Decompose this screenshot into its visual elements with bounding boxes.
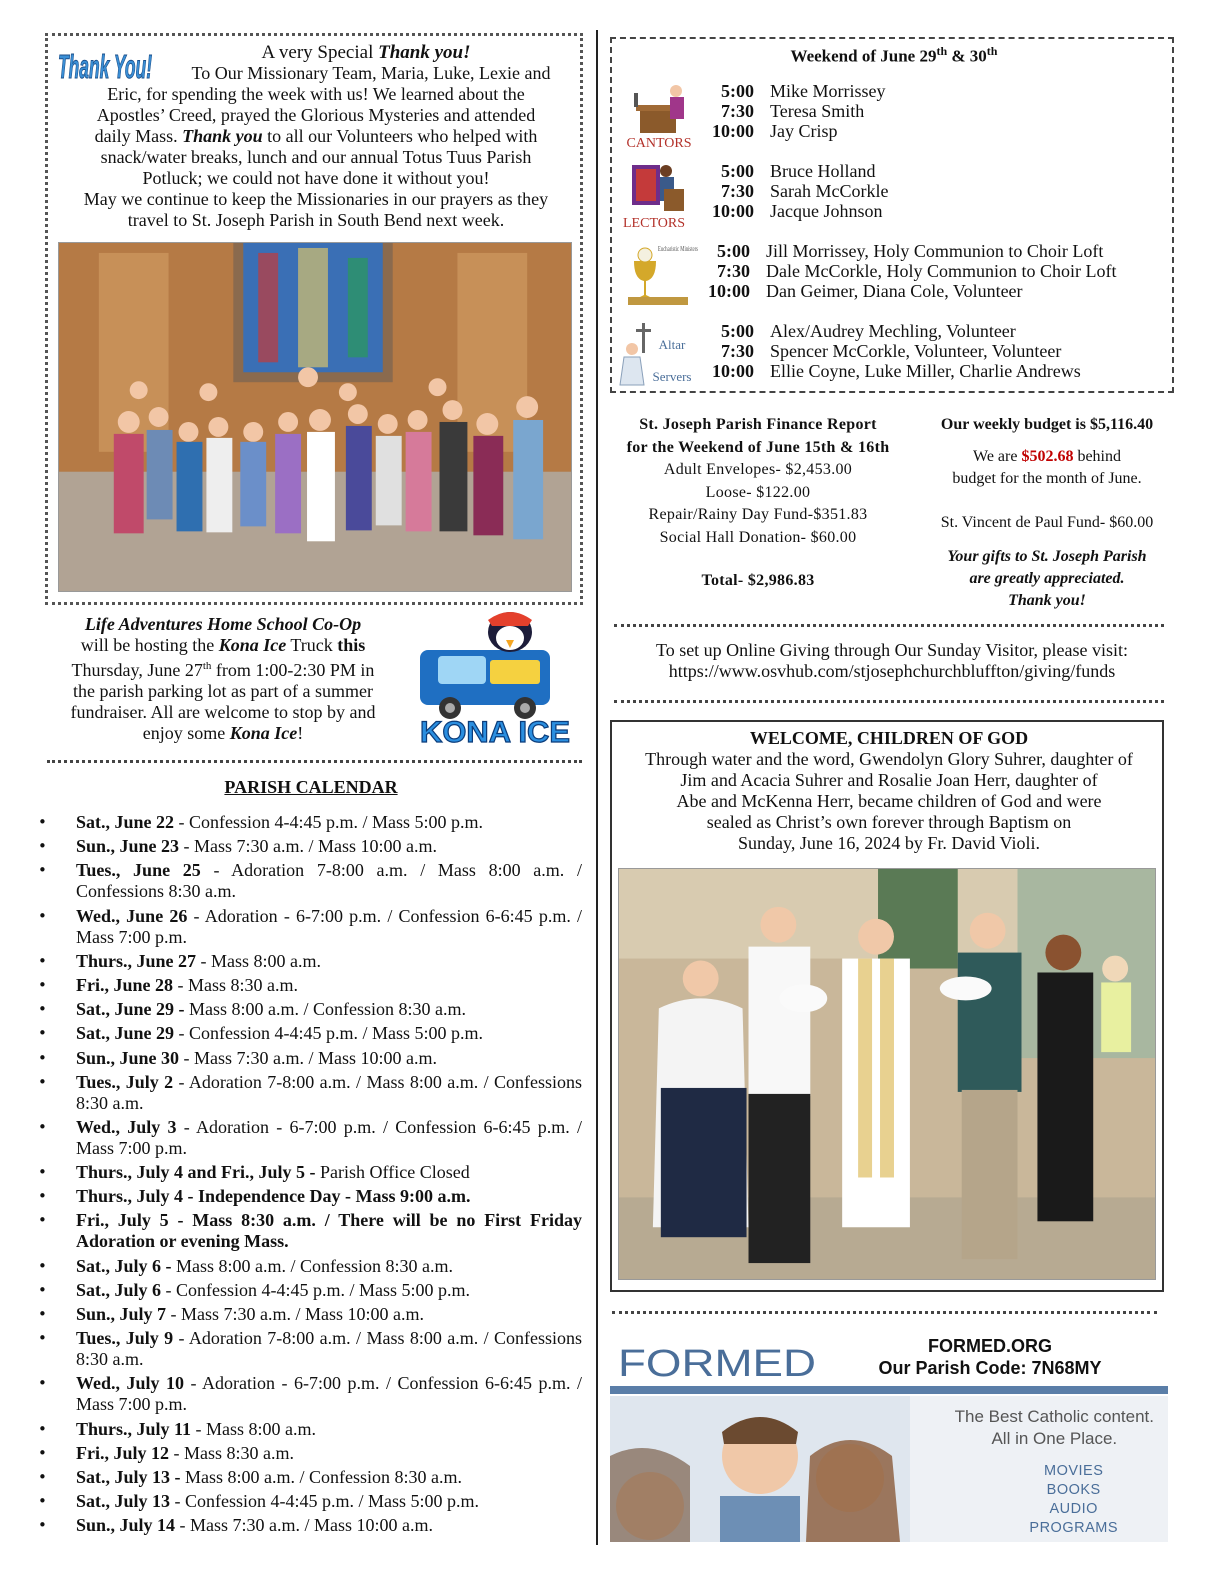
welcome-message xyxy=(612,728,1166,854)
minister-row: 5:00 Alex/Audrey Mechling, Volunteer xyxy=(721,321,1016,341)
calendar-item-text: - Mass 7:30 a.m. / Mass 10:00 a.m. xyxy=(166,1304,425,1324)
calendar-item-date: Sat., June 29 - xyxy=(76,999,185,1020)
svdp-fund: St. Vincent de Paul Fund- $60.00 xyxy=(940,514,1154,531)
calendar-item-text: - Adoration 7-8:00 a.m. / Mass 8:00 a.m. / Confessions 8:30 a.m. xyxy=(76,1328,582,1370)
ministers-schedule xyxy=(610,37,1174,393)
calendar-item-date: Wed., July 10 xyxy=(76,1373,185,1394)
svg-text:FORMED: FORMED xyxy=(618,1343,816,1385)
kona-notice-line: enjoy some Kona Ice! xyxy=(142,723,304,743)
calendar-item-text: - Mass 7:30 a.m. / Mass 10:00 a.m. xyxy=(175,1515,434,1536)
minister-row: 7:30 Sarah McCorkle xyxy=(721,181,889,201)
calendar-item-text: - Adoration 7-8:00 a.m. / Mass 8:00 a.m. / Confessions 8:30 a.m. xyxy=(76,860,582,902)
formed-site[interactable]: FORMED.ORG xyxy=(928,1336,1052,1356)
calendar-item-date: Sat., June 22 xyxy=(76,812,175,832)
calendar-item xyxy=(36,812,582,833)
cantors-group xyxy=(612,79,1176,151)
minister-row: 7:30 Spencer McCorkle, Volunteer, Volunteer xyxy=(721,341,1062,361)
calendar-item-date: Thurs., June 27 xyxy=(76,950,197,971)
thank-you-line: travel to St. Joseph Parish in South Bend next week. xyxy=(127,210,505,230)
eucharistic-ministers-group xyxy=(612,239,1176,311)
calendar-item-date: Sun., June 23 xyxy=(76,836,180,857)
cantors-icon xyxy=(618,79,700,151)
formed-menu-books[interactable]: BOOKS xyxy=(1046,1482,1101,1498)
parish-calendar-list xyxy=(36,812,582,1540)
section-divider xyxy=(612,1311,1157,1314)
calendar-item-text: Mass 8:00 a.m. / Confession 8:30 a.m. xyxy=(180,1466,463,1487)
parish-calendar-title: PARISH CALENDAR xyxy=(224,777,398,797)
column-divider xyxy=(596,30,598,1545)
thank-you-line: To Our Missionary Team, Maria, Luke, Lexie and xyxy=(191,63,551,83)
thank-you-line: Eric, for spending the week with us! We learned about the xyxy=(107,84,525,104)
welcome-children-box xyxy=(610,720,1164,1292)
finance-report-title: St. Joseph Parish Finance Report xyxy=(639,416,877,433)
kona-notice-line: will be hosting the Kona Ice Truck this xyxy=(80,635,366,655)
calendar-item-date: Tues., July 2 xyxy=(76,1071,174,1092)
calendar-item xyxy=(36,1467,582,1488)
lectors-rows xyxy=(698,161,888,221)
finance-report xyxy=(608,414,908,592)
thank-you-box xyxy=(45,33,583,605)
minister-row: 10:00 Jacque Johnson xyxy=(712,201,883,221)
calendar-item xyxy=(36,906,582,948)
budget-status: We are $502.68 behind xyxy=(973,448,1121,465)
ministers-schedule-title: Weekend of June 29th & 30th xyxy=(790,44,998,66)
formed-menu-audio[interactable]: AUDIO xyxy=(1049,1501,1098,1517)
calendar-item-text: - Adoration 7-8:00 a.m. / Mass 8:00 a.m. / Confessions 8:30 a.m. xyxy=(76,1071,582,1113)
kona-ice-truck-logo xyxy=(410,610,580,750)
minister-row: 5:00 Bruce Holland xyxy=(721,161,876,181)
online-giving-text: To set up Online Giving through Our Sunday Visitor, please visit: xyxy=(655,640,1129,660)
kona-notice-line: Thursday, June 27th from 1:00-2:30 PM in xyxy=(71,660,375,680)
svg-text:LECTORS: LECTORS xyxy=(623,216,685,231)
calendar-item-date: Thurs., July 4 and Fri., July 5 - xyxy=(76,1162,316,1183)
altar-servers-icon xyxy=(618,319,700,391)
calendar-item-date: Thurs., July 11 xyxy=(76,1418,192,1439)
calendar-item xyxy=(36,836,582,857)
calendar-item-text: - Adoration - 6-7:00 p.m. / Confession 6-6:45 p.m. / Mass 7:00 p.m. xyxy=(76,1116,582,1158)
calendar-item xyxy=(36,1491,582,1512)
thank-you-line: Potluck; we could not have done it without you! xyxy=(142,168,490,188)
servers-label: Servers xyxy=(652,369,692,384)
online-giving-link[interactable]: https://www.osvhub.com/stjosephchurchbluffton/giving/funds xyxy=(668,661,1116,681)
calendar-item-date: Sun., July 14 xyxy=(76,1515,176,1536)
calendar-item-text: - Mass 7:30 a.m. / Mass 10:00 a.m. xyxy=(179,1047,438,1068)
thank-you-line: Apostles’ Creed, prayed the Glorious Mysteries and attended xyxy=(96,105,536,125)
formed-logo xyxy=(618,1340,818,1384)
calendar-item xyxy=(36,1186,582,1207)
calendar-item-date: Wed., June 26 xyxy=(76,905,188,926)
minister-row: 7:30 Dale McCorkle, Holy Communion to Choir Loft xyxy=(717,261,1117,281)
calendar-item-text: - Adoration - 6-7:00 p.m. / Confession 6-6:45 p.m. / Mass 7:00 p.m. xyxy=(76,1373,582,1415)
minister-row: 10:00 Ellie Coyne, Luke Miller, Charlie Andrews xyxy=(712,361,1081,381)
calendar-item-date: Tues., June 25 xyxy=(76,860,201,881)
formed-parish-code xyxy=(850,1335,1130,1379)
lectors-group xyxy=(612,159,1176,231)
calendar-item-date: Fri., July 5 - Mass 8:30 a.m. / There will be no First Friday Adoration or evening Mass. xyxy=(76,1210,582,1252)
calendar-item xyxy=(36,1210,582,1252)
formed-menu-movies[interactable]: MOVIES xyxy=(1044,1463,1104,1479)
budget-status-line: budget for the month of June. xyxy=(952,470,1142,487)
welcome-line: Jim and Acacia Suhrer and Rosalie Joan Herr, daughter of xyxy=(680,770,1098,790)
chalice-icon xyxy=(618,239,700,311)
calendar-item xyxy=(36,860,582,902)
calendar-item-date: Fri., July 12 xyxy=(76,1442,169,1463)
calendar-item-date: Sat., July 6 - xyxy=(76,1255,172,1276)
kona-ice-notice xyxy=(48,614,398,744)
calendar-item xyxy=(36,1072,582,1114)
calendar-item xyxy=(36,951,582,972)
calendar-item xyxy=(36,1117,582,1159)
calendar-item xyxy=(36,1304,582,1325)
calendar-item xyxy=(36,999,582,1020)
section-divider xyxy=(47,760,582,763)
calendar-item-date: Sat., July 13 - xyxy=(76,1466,181,1487)
thank-you-line: daily Mass. Thank you to all our Volunteers who helped with xyxy=(94,126,538,146)
formed-menu xyxy=(1029,1462,1118,1538)
calendar-item-text: - Mass 7:30 a.m. / Mass 10:00 a.m. xyxy=(179,836,438,857)
welcome-line: Through water and the word, Gwendolyn Glory Suhrer, daughter of xyxy=(645,749,1133,769)
finance-line: Repair/Rainy Day Fund-$351.83 xyxy=(648,506,868,524)
welcome-line: sealed as Christ’s own forever through Baptism on xyxy=(706,812,1072,832)
thank-you-line: snack/water breaks, lunch and our annual Totus Tuus Parish xyxy=(100,147,532,167)
thank-you-heading: A very Special Thank you! xyxy=(261,42,471,63)
calendar-item-date: Thurs., July 4 - Independence Day - Mass 9:00 a.m. xyxy=(76,1186,471,1207)
calendar-item xyxy=(36,1023,582,1044)
calendar-item-text: - Adoration - 6-7:00 p.m. / Confession 6-6:45 p.m. / Mass 7:00 p.m. xyxy=(76,905,582,947)
calendar-item xyxy=(36,1256,582,1277)
calendar-item-date: Fri., June 28 xyxy=(76,974,173,995)
formed-tagline: The Best Catholic content. All in One Place. xyxy=(954,1407,1154,1448)
thank-you-line: May we continue to keep the Missionaries in our prayers as they xyxy=(83,189,549,209)
finance-total: Total- $2,986.83 xyxy=(701,571,815,589)
calendar-item-text: - Mass 8:30 a.m. xyxy=(169,1442,294,1463)
calendar-item-text: - Confession 4-4:45 p.m. / Mass 5:00 p.m. xyxy=(170,1491,480,1512)
budget-summary xyxy=(912,414,1182,612)
finance-report-subtitle: for the Weekend of June 15th & 16th xyxy=(626,438,890,456)
cantors-rows xyxy=(698,81,886,141)
finance-line: Adult Envelopes- $2,453.00 xyxy=(663,461,853,479)
missionaries-group-photo xyxy=(58,242,572,592)
altar-label: Altar xyxy=(658,337,686,352)
calendar-item-date: Tues., July 9 xyxy=(76,1328,174,1349)
welcome-line: Sunday, June 16, 2024 by Fr. David Violi. xyxy=(738,833,1040,853)
eucharistic-ministers-rows xyxy=(694,241,1116,301)
thank-you-logo-text: Thank You! xyxy=(58,48,153,85)
formed-banner xyxy=(610,1396,1168,1542)
finance-line: Loose- $122.00 xyxy=(705,483,811,501)
calendar-item-text: Mass 8:00 a.m. / Confession 8:30 a.m. xyxy=(184,999,467,1020)
formed-menu-programs[interactable]: PROGRAMS xyxy=(1029,1520,1118,1536)
calendar-item xyxy=(36,1280,582,1301)
calendar-item-date: Wed., July 3 xyxy=(76,1116,177,1137)
altar-servers-group xyxy=(612,319,1176,391)
welcome-line: Abe and McKenna Herr, became children of God and were xyxy=(676,791,1102,811)
calendar-item-text: - Mass 8:00 a.m. xyxy=(196,950,322,971)
calendar-item xyxy=(36,975,582,996)
svg-text:Eucharistic Ministers: Eucharistic Ministers xyxy=(658,245,699,253)
calendar-item xyxy=(36,1048,582,1069)
calendar-item xyxy=(36,1515,582,1536)
calendar-item-date: Sun., July 7 xyxy=(76,1304,167,1324)
calendar-item-text: Parish Office Closed xyxy=(315,1162,470,1183)
minister-row: 7:30 Teresa Smith xyxy=(721,101,865,121)
finance-line: Social Hall Donation- $60.00 xyxy=(659,528,857,546)
calendar-item-text: - Mass 8:00 a.m. xyxy=(191,1418,317,1439)
section-divider xyxy=(614,700,1164,703)
altar-servers-rows xyxy=(698,321,1081,381)
kona-notice-title: Life Adventures Home School Co-Op xyxy=(84,614,362,634)
calendar-item xyxy=(36,1328,582,1370)
weekly-budget: Our weekly budget is $5,116.40 xyxy=(940,416,1154,433)
calendar-item xyxy=(36,1162,582,1183)
section-divider xyxy=(614,624,1164,627)
thank-you-message xyxy=(56,42,576,231)
gifts-thanks: Your gifts to St. Joseph Parish are greatly appreciated. Thank you! xyxy=(947,548,1147,609)
kona-notice-line: fundraiser. All are welcome to stop by and xyxy=(70,702,376,722)
minister-row: 10:00 Dan Geimer, Diana Cole, Volunteer xyxy=(708,281,1023,301)
baptism-photo xyxy=(618,868,1156,1280)
calendar-item-date: Sat., June 29 xyxy=(76,1023,175,1044)
calendar-item-text: - Confession 4-4:45 p.m. / Mass 5:00 p.m. xyxy=(161,1279,471,1300)
minister-row: 10:00 Jay Crisp xyxy=(712,121,838,141)
svg-text:CANTORS: CANTORS xyxy=(626,136,692,151)
calendar-item-text: - Mass 8:30 a.m. xyxy=(173,974,298,995)
calendar-item xyxy=(36,1373,582,1415)
kona-notice-line: the parish parking lot as part of a summer xyxy=(73,681,373,701)
minister-row: 5:00 Jill Morrissey, Holy Communion to Choir Loft xyxy=(717,241,1104,261)
calendar-item-date: Sat., July 6 xyxy=(76,1279,162,1300)
calendar-item xyxy=(36,1443,582,1464)
calendar-item-date: Sun., June 30 xyxy=(76,1047,180,1068)
online-giving xyxy=(612,640,1172,682)
calendar-item-text: - Confession 4-4:45 p.m. / Mass 5:00 p.m. xyxy=(174,812,484,832)
minister-row: 5:00 Mike Morrissey xyxy=(721,81,886,101)
kona-ice-logo-text: KONA ICE xyxy=(420,716,570,749)
lectors-icon xyxy=(618,159,700,231)
calendar-item-text: Mass 8:00 a.m. / Confession 8:30 a.m. xyxy=(171,1255,454,1276)
formed-code: Our Parish Code: 7N68MY xyxy=(878,1358,1102,1378)
calendar-item-text: - Confession 4-4:45 p.m. / Mass 5:00 p.m. xyxy=(174,1023,484,1044)
calendar-item xyxy=(36,1419,582,1440)
calendar-item-date: Sat., July 13 xyxy=(76,1491,171,1512)
welcome-title: WELCOME, CHILDREN OF GOD xyxy=(749,728,1029,748)
formed-accent-bar xyxy=(610,1386,1168,1394)
formed-banner-photo xyxy=(610,1396,910,1542)
